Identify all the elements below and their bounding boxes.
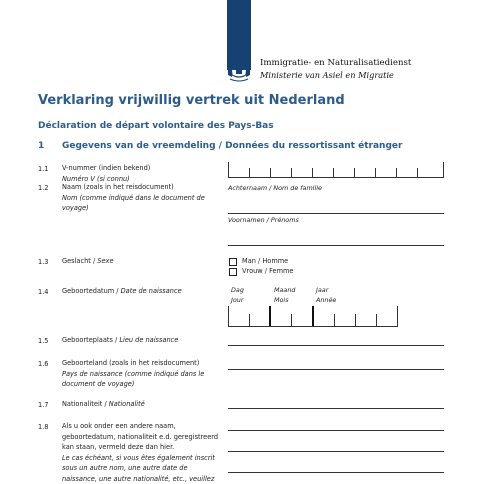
- female-option-label: Vrouw / Femme: [242, 267, 294, 275]
- field-tick: [291, 314, 292, 326]
- surname-field[interactable]: [228, 213, 444, 214]
- field-tick: [270, 168, 271, 177]
- form-title: Verklaring vrijwillig vertrek uit Nederland: [38, 93, 345, 108]
- caption-nl: Maand: [274, 286, 296, 294]
- field-tick: [228, 306, 229, 326]
- field-tick: [376, 314, 377, 326]
- section-title: Gegevens van de vreemdeling / Données du ressortissant étranger: [62, 141, 403, 151]
- item-number: 1.5: [38, 337, 49, 345]
- label-fr-cont: voyage): [62, 204, 89, 212]
- name-label: [62, 182, 205, 214]
- label-fr-cont: sous un autre nom, une autre date de: [62, 464, 188, 472]
- birthplace-field[interactable]: [228, 345, 444, 346]
- label-fr: Numéro V (si connu): [62, 174, 130, 183]
- field-separator: [269, 306, 271, 326]
- field-tick: [291, 168, 292, 177]
- label-nl-cont: geboortedatum, nationaliteit e.d. geregistreerd: [62, 432, 219, 441]
- caption-fr: Mois: [274, 296, 289, 304]
- male-option-label: Man / Homme: [242, 257, 289, 265]
- label-nl: Nationaliteit: [62, 400, 103, 408]
- field-tick: [397, 306, 398, 326]
- field-line: [228, 326, 398, 327]
- caption-fr: Jour: [231, 296, 244, 304]
- label-nl: Als u ook onder een andere naam,: [62, 422, 176, 430]
- caption-nl: Dag: [231, 286, 244, 294]
- field-tick: [443, 162, 444, 177]
- item-number: 1.4: [38, 288, 49, 296]
- female-checkbox[interactable]: [229, 268, 237, 276]
- alias-field-3[interactable]: [228, 472, 444, 473]
- label-nl-cont: kan staan, vermeld deze dan hier.: [62, 443, 175, 451]
- crest-icon: [225, 55, 253, 83]
- year-caption: [316, 286, 336, 304]
- label-fr: Date de naissance: [120, 287, 182, 295]
- field-tick: [354, 168, 355, 177]
- item-number: 1.3: [38, 258, 49, 266]
- v-number-field[interactable]: [228, 162, 444, 177]
- label-nl: Geboorteland (zoals in het reisdocument): [62, 359, 200, 367]
- aliases-label: [62, 421, 218, 484]
- label-fr: Sexe: [97, 257, 114, 265]
- field-tick: [228, 162, 229, 177]
- item-number: 1.7: [38, 401, 49, 409]
- form-subtitle: Déclaration de départ volontaire des Pays-Bas: [38, 121, 274, 131]
- day-caption: [231, 286, 244, 304]
- month-caption: [274, 286, 295, 304]
- birth-country-field[interactable]: [228, 369, 444, 370]
- org-name: Immigratie- en Naturalisatiedienst: [260, 58, 412, 68]
- field-tick: [334, 314, 335, 326]
- label-fr-cont: naissance, une autre nationalité, etc., veuillez: [62, 474, 215, 483]
- male-checkbox[interactable]: [229, 258, 237, 266]
- caption-fr: Année: [316, 296, 337, 304]
- label-nl: Geslacht: [62, 257, 91, 265]
- section-number: 1: [38, 141, 45, 151]
- caption-fr: Prénoms: [270, 216, 299, 224]
- field-separator: [312, 306, 314, 326]
- nationality-field[interactable]: [228, 408, 444, 409]
- caption-nl: Voornamen: [228, 216, 265, 224]
- label-fr: Le cas échéant, si vous êtes également inscrit: [62, 453, 215, 462]
- firstname-caption: Voornamen / Prénoms: [228, 216, 299, 224]
- label-fr: Pays de naissance (comme indiqué dans le: [62, 369, 205, 378]
- sex-label: Geslacht / Sexe: [62, 257, 114, 265]
- label-nl: Geboortedatum: [62, 287, 115, 295]
- alias-field-2[interactable]: [228, 451, 444, 452]
- birthplace-label: Geboorteplaats / Lieu de naissance: [62, 336, 179, 344]
- field-tick: [355, 314, 356, 326]
- birth-country-label: [62, 358, 204, 390]
- label-nl: Geboorteplaats: [62, 336, 113, 344]
- caption-fr: Nom de famille: [273, 184, 322, 192]
- field-line: [228, 177, 444, 178]
- field-tick: [249, 314, 250, 326]
- label-fr: Nationalité: [108, 400, 145, 408]
- dob-field[interactable]: [228, 306, 398, 326]
- label-fr-cont: document de voyage): [62, 380, 135, 388]
- surname-caption: Achternaam / Nom de famille: [228, 184, 322, 192]
- item-number: 1.2: [38, 184, 49, 192]
- label-nl: V-nummer (indien bekend): [62, 164, 151, 172]
- item-number: 1.8: [38, 423, 49, 431]
- caption-nl: Achternaam: [228, 184, 268, 192]
- label-nl: Naam (zoals in het reisdocument): [62, 183, 174, 191]
- nationality-label: Nationaliteit / Nationalité: [62, 400, 145, 408]
- ministry-name: Ministerie van Asiel en Migratie: [260, 70, 394, 80]
- field-tick: [312, 168, 313, 177]
- caption-nl: Jaar: [316, 286, 329, 294]
- dob-label: Geboortedatum / Date de naissance: [62, 287, 182, 295]
- field-tick: [417, 168, 418, 177]
- item-number: 1.6: [38, 360, 49, 368]
- item-number: 1.1: [38, 165, 49, 173]
- alias-field-1[interactable]: [228, 430, 444, 431]
- v-number-label: [62, 163, 150, 184]
- field-tick: [249, 168, 250, 177]
- label-fr: Nom (comme indiqué dans le document de: [62, 193, 205, 202]
- field-tick: [333, 168, 334, 177]
- field-tick: [375, 168, 376, 177]
- firstname-field[interactable]: [228, 245, 444, 246]
- label-fr: Lieu de naissance: [119, 336, 179, 344]
- field-tick: [396, 168, 397, 177]
